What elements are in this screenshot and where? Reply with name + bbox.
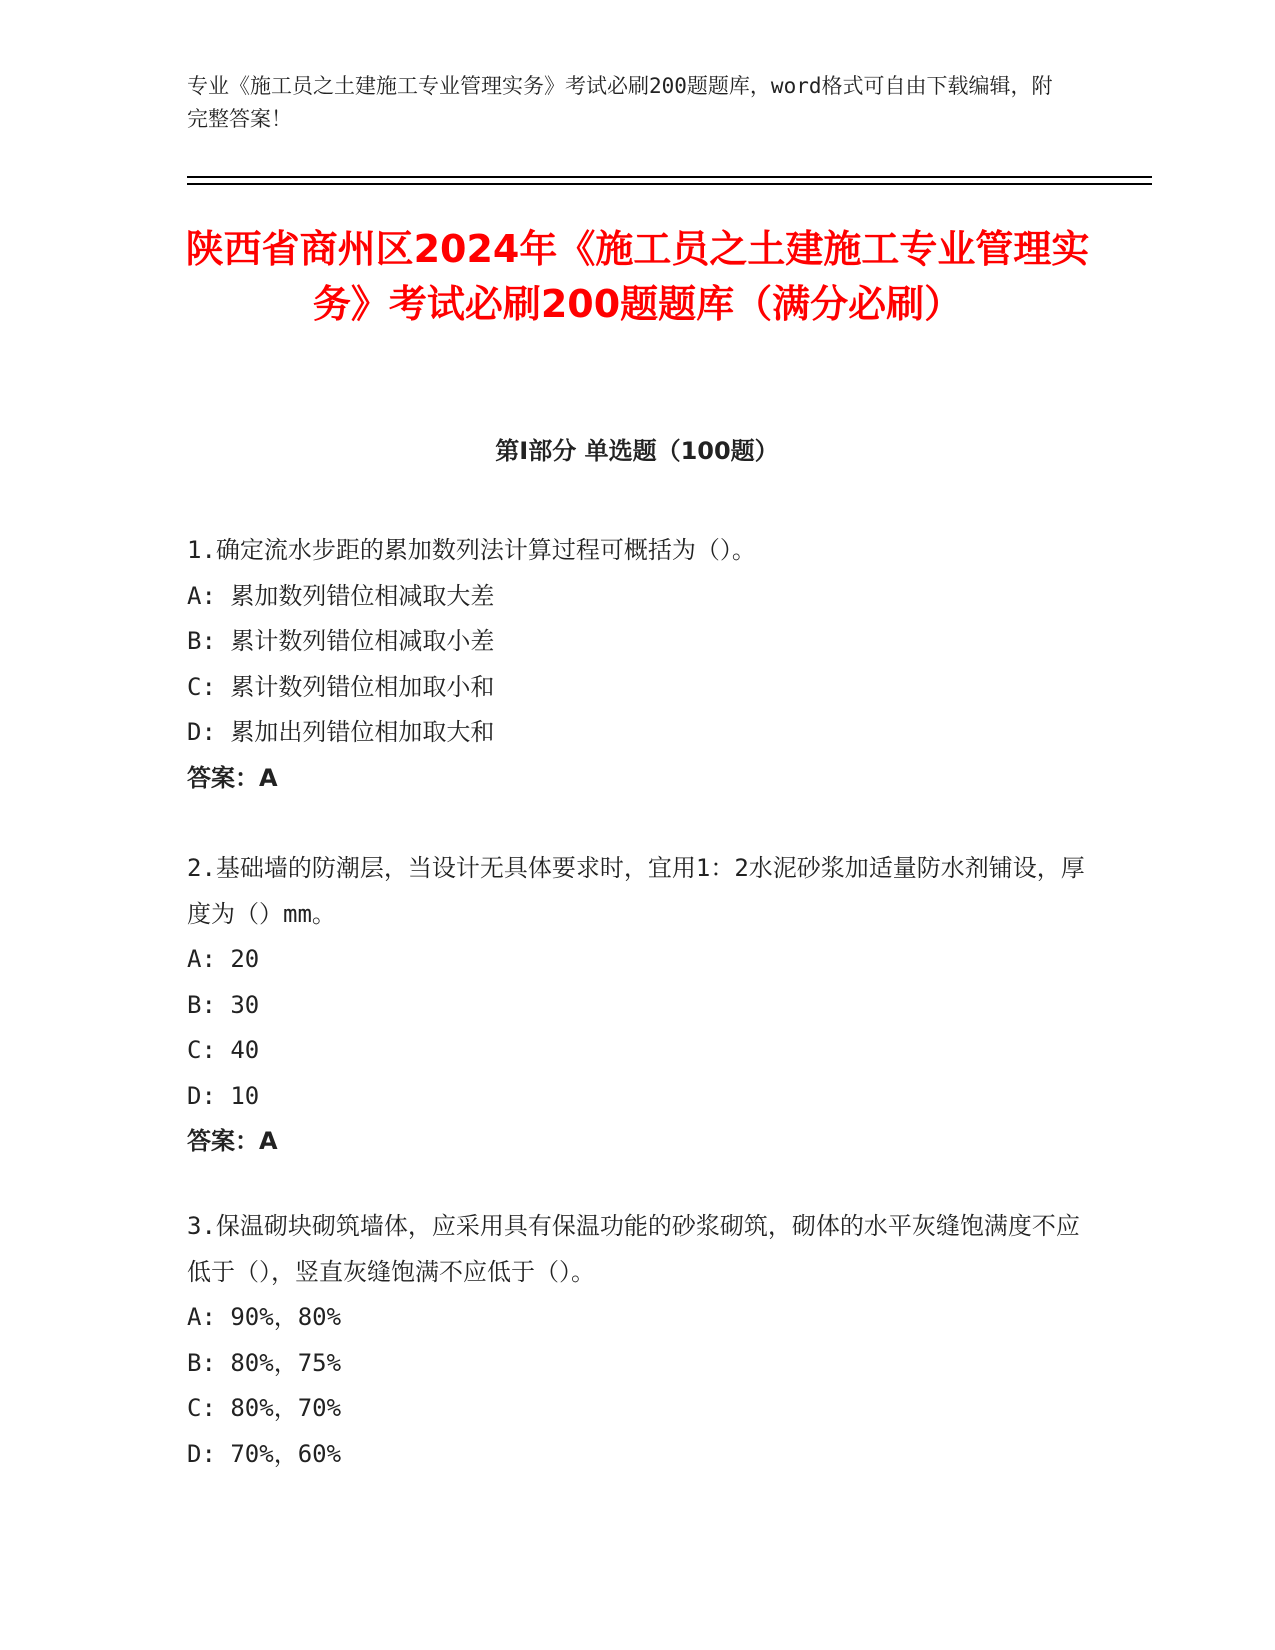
header-note: 专业《施工员之土建施工专业管理实务》考试必刷200题题库，word格式可自由下载编辑，附完整答案！ — [187, 74, 1053, 131]
option-d: D: 70%，60% — [187, 1439, 342, 1468]
answer-line: 答案：A — [187, 1127, 278, 1155]
option-c: C: 40 — [187, 1036, 260, 1064]
option-d: D: 累加出列错位相加取大和 — [187, 718, 495, 746]
option-d: D: 10 — [187, 1081, 260, 1110]
answer-line: 答案：A — [187, 763, 278, 792]
option-b: B: 80%，75% — [187, 1348, 342, 1377]
question-3 — [187, 1204, 1087, 1477]
question-2 — [187, 846, 1087, 1165]
document-title: 陕西省商州区2024年《施工员之土建施工专业管理实务》考试必刷200题题库（满分必刷） — [185, 227, 1090, 326]
question-stem: 1.确定流水步距的累加数列法计算过程可概括为（）。 — [187, 536, 756, 564]
option-a: A: 90%，80% — [187, 1303, 342, 1331]
option-c: C: 累计数列错位相加取小和 — [187, 672, 495, 701]
header-divider-thick — [187, 183, 1152, 185]
section-heading: 第I部分 单选题（100题） — [495, 437, 779, 465]
option-b: B: 30 — [187, 990, 260, 1019]
header-divider-thin — [187, 176, 1152, 178]
option-b: B: 累计数列错位相减取小差 — [187, 627, 495, 655]
question-stem: 2.基础墙的防潮层，当设计无具体要求时，宜用1：2水泥砂浆加适量防水剂铺设，厚度为（）mm。 — [187, 854, 1085, 928]
option-a: A: 累加数列错位相减取大差 — [187, 581, 495, 610]
question-1 — [187, 528, 1087, 801]
option-a: A: 20 — [187, 945, 260, 973]
option-c: C: 80%，70% — [187, 1394, 342, 1422]
question-stem: 3.保温砌块砌筑墙体，应采用具有保温功能的砂浆砌筑，砌体的水平灰缝饱满度不应低于（），竖直灰缝饱满不应低于（）。 — [187, 1212, 1080, 1286]
